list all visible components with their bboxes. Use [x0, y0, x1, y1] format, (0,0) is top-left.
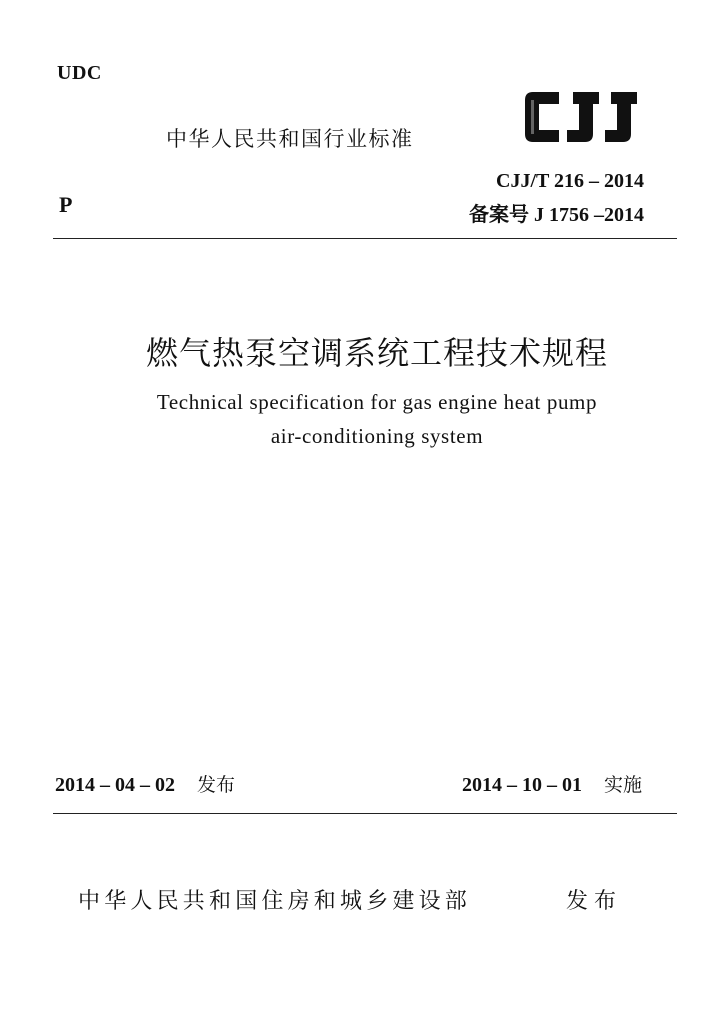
- classification-mark: P: [59, 192, 73, 217]
- record-number: 备案号 J 1756 –2014: [469, 204, 644, 226]
- title-english-line-1: Technical specification for gas engine heat pump: [156, 390, 598, 414]
- issue-date-block: [55, 770, 235, 797]
- cjj-logo: [521, 86, 649, 148]
- implementation-date-block: [462, 770, 642, 797]
- logo-letter-c: [525, 92, 559, 142]
- bottom-divider: [53, 813, 677, 814]
- issue-date: 2014 – 04 – 02: [55, 774, 175, 796]
- logo-text: CJJ: [521, 86, 523, 87]
- implementation-label: 实施: [603, 774, 642, 796]
- issue-label: 发布: [197, 774, 236, 796]
- udc-label: UDC: [57, 62, 102, 84]
- publish-label: 发布: [566, 889, 623, 914]
- title-chinese: 燃气热泵空调系统工程技术规程: [145, 334, 608, 372]
- logo-letter-j-1: [567, 92, 599, 142]
- top-divider: [53, 238, 677, 239]
- publisher-name: 中华人民共和国住房和城乡建设部: [78, 889, 472, 914]
- title-english-line-2: air-conditioning system: [270, 424, 484, 448]
- standard-number: CJJ/T 216 – 2014: [496, 170, 644, 192]
- implementation-date: 2014 – 10 – 01: [461, 774, 582, 796]
- industry-standard-heading: 中华人民共和国行业标准: [166, 127, 414, 151]
- logo-letter-j-2: [605, 92, 637, 142]
